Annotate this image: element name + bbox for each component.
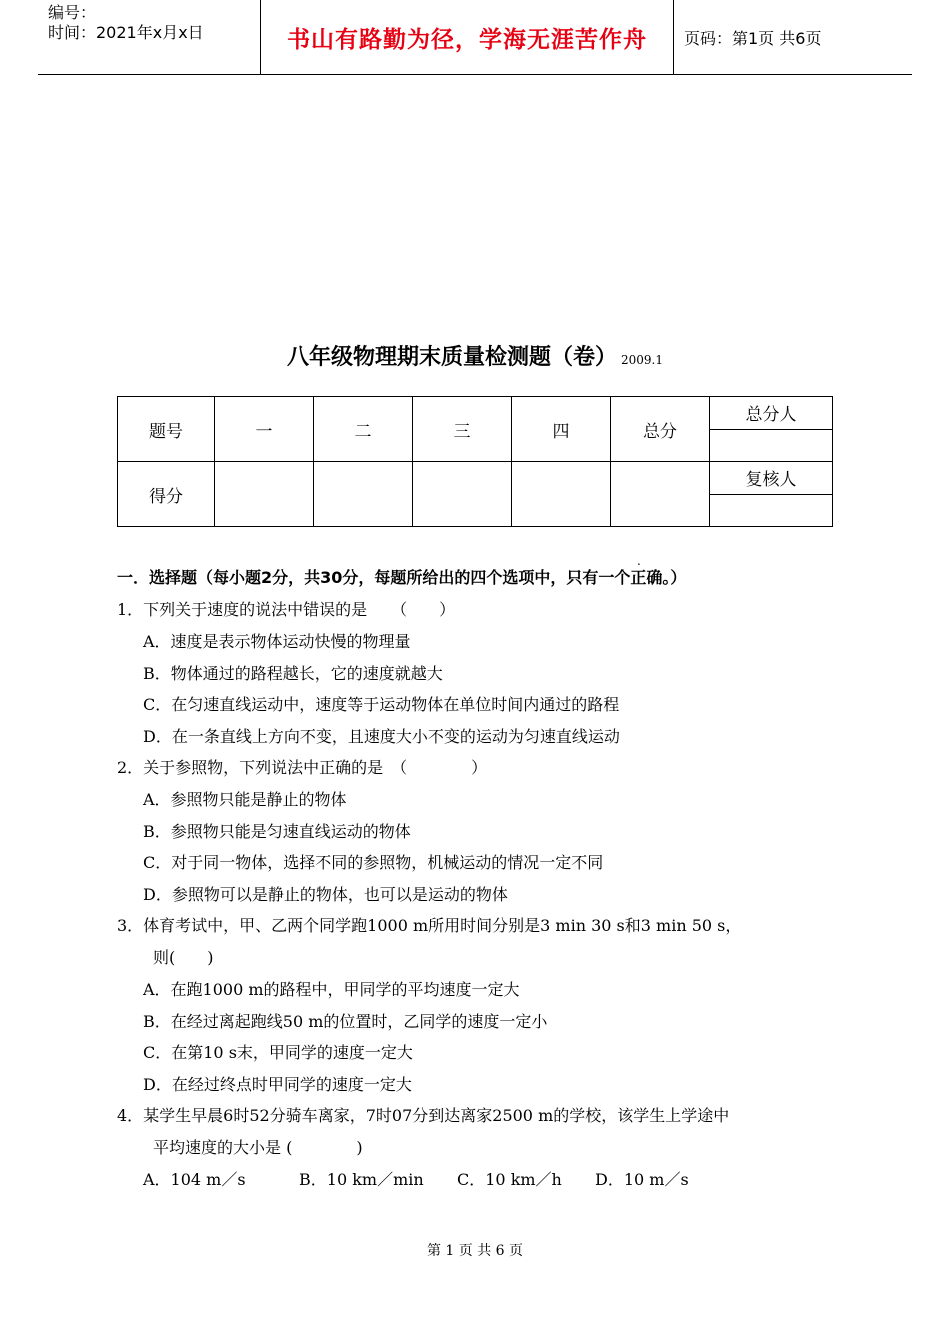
question-1 bbox=[117, 594, 847, 752]
score-header-cell: 总分 bbox=[611, 397, 710, 462]
option-a: A．104 m／s bbox=[143, 1170, 246, 1189]
page-footer: 第 1 页 共 6 页 bbox=[426, 1243, 524, 1259]
signer-review-blank[interactable] bbox=[710, 495, 832, 527]
option-c: C．在第10 s末，甲同学的速度一定大 bbox=[143, 1043, 413, 1062]
question-stem-continued: 平均速度的大小是 ( ) bbox=[153, 1138, 363, 1157]
score-header-cell: 题号 bbox=[118, 397, 215, 462]
number-label: 编号： bbox=[48, 3, 97, 22]
score-blank-cell[interactable] bbox=[215, 462, 314, 527]
title-main: 八年级物理期末质量检测题（卷） bbox=[286, 345, 617, 370]
score-header-cell: 二 bbox=[314, 397, 413, 462]
score-blank-cell[interactable] bbox=[611, 462, 710, 527]
question-2 bbox=[117, 752, 847, 910]
option-c: C．对于同一物体，选择不同的参照物，机械运动的情况一定不同 bbox=[143, 853, 604, 872]
page-header bbox=[38, 0, 912, 75]
title-date: 2009.1 bbox=[621, 353, 663, 367]
question-stem: 2．关于参照物，下列说法中正确的是 （ ） bbox=[117, 758, 488, 777]
question-stem: 3．体育考试中，甲、乙两个同学跑1000 m所用时间分别是3 min 30 s和3 min 50 s， bbox=[117, 916, 742, 935]
header-motto: 书山有路勤为径，学海无涯苦作舟 bbox=[260, 0, 674, 74]
questions-area bbox=[117, 562, 847, 1196]
option-b: B．物体通过的路程越长，它的速度就越大 bbox=[143, 663, 443, 683]
option-b: B．参照物只能是匀速直线运动的物体 bbox=[143, 821, 411, 841]
score-header-cell: 四 bbox=[512, 397, 611, 462]
option-c: C．10 km／h bbox=[457, 1170, 562, 1189]
option-b: B．10 km／min bbox=[299, 1170, 424, 1189]
option-d: D．在一条直线上方向不变，且速度大小不变的运动为匀速直线运动 bbox=[143, 726, 620, 746]
option-d: D．在经过终点时甲同学的速度一定大 bbox=[143, 1074, 412, 1094]
option-c: C．在匀速直线运动中，速度等于运动物体在单位时间内通过的路程 bbox=[143, 695, 620, 714]
question-4 bbox=[117, 1100, 847, 1196]
question-3 bbox=[117, 910, 847, 1100]
signer-review-cell bbox=[710, 462, 833, 527]
header-page-info: 页码：第1页 共6页 bbox=[684, 28, 822, 48]
options-inline-row bbox=[117, 1164, 847, 1196]
option-a: A．速度是表示物体运动快慢的物理量 bbox=[143, 632, 411, 651]
section-heading: 一．选择题（每小题2分，共30分，每题所给出的四个选项中，只有一个正确。） bbox=[117, 568, 687, 587]
option-a: A．参照物只能是静止的物体 bbox=[143, 790, 347, 809]
signer-review-label: 复核人 bbox=[710, 462, 832, 495]
score-header-cell: 一 bbox=[215, 397, 314, 462]
score-blank-cell[interactable] bbox=[314, 462, 413, 527]
option-d: D．参照物可以是静止的物体，也可以是运动的物体 bbox=[143, 884, 508, 904]
question-stem: 1．下列关于速度的说法中错误的是 （ ） bbox=[117, 600, 456, 619]
question-stem: 4．某学生早晨6时52分骑车离家，7时07分到达离家2500 m的学校，该学生上学途中 bbox=[117, 1106, 730, 1125]
signer-total-blank[interactable] bbox=[710, 430, 832, 462]
header-meta bbox=[38, 0, 260, 74]
score-blank-cell[interactable] bbox=[413, 462, 512, 527]
question-stem-continued: 则( ) bbox=[153, 948, 214, 967]
stray-dot: . bbox=[637, 554, 641, 568]
score-blank-cell[interactable] bbox=[512, 462, 611, 527]
score-row-label: 得分 bbox=[118, 462, 215, 527]
score-header-cell: 三 bbox=[413, 397, 512, 462]
option-b: B．在经过离起跑线50 m的位置时，乙同学的速度一定小 bbox=[143, 1011, 548, 1031]
score-table bbox=[117, 396, 833, 527]
signer-total-label: 总分人 bbox=[710, 397, 832, 430]
option-d: D．10 m／s bbox=[595, 1170, 689, 1189]
option-a: A．在跑1000 m的路程中，甲同学的平均速度一定大 bbox=[143, 980, 520, 999]
time-label: 时间：2021年x月x日 bbox=[48, 23, 204, 42]
signer-total-cell bbox=[710, 397, 833, 462]
document-title bbox=[0, 340, 950, 371]
